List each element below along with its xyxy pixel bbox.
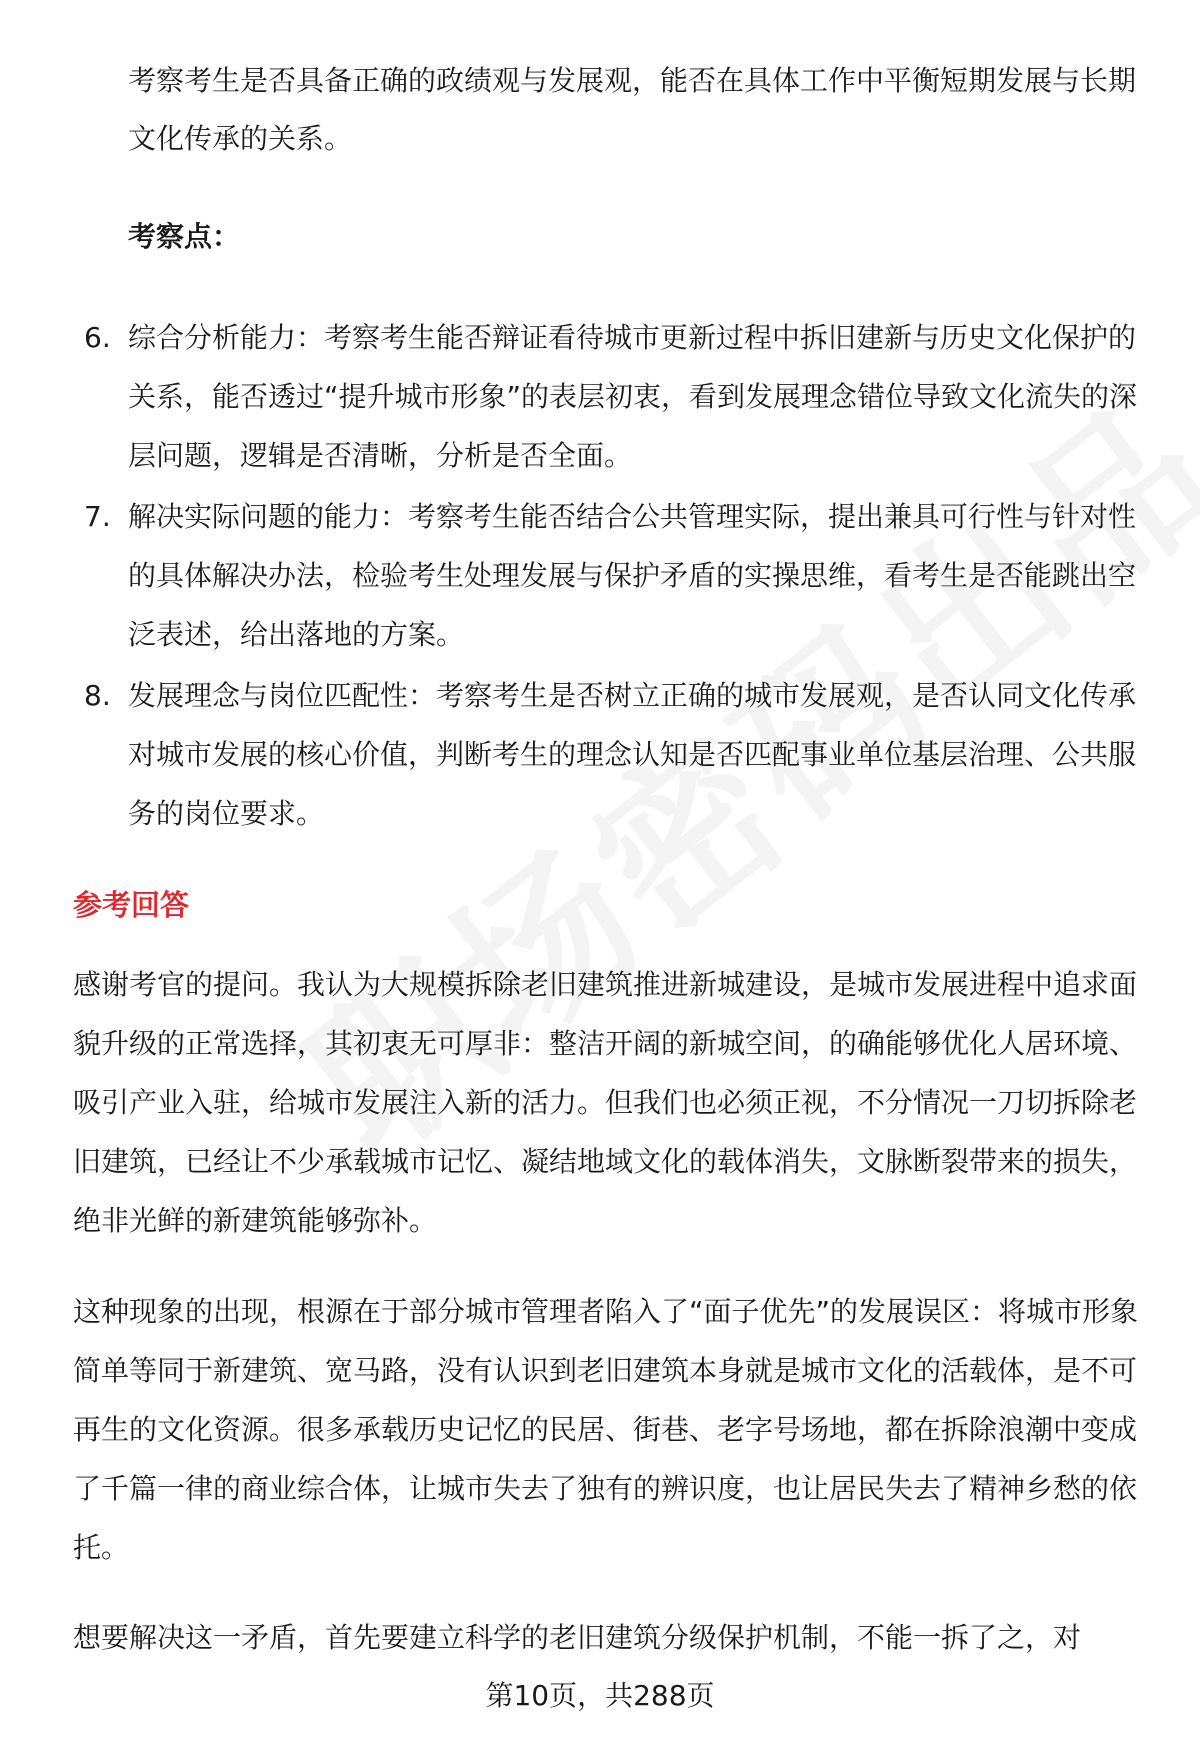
assessment-points-list	[84, 308, 1150, 845]
list-item-number: 8.	[84, 679, 111, 712]
list-item-text: 解决实际问题的能力：考察考生能否结合公共管理实际，提出兼具可行性与针对性的具体解决办法，检验考生处理发展与保护矛盾的实操思维，看考生是否能跳出空泛表述，给出落地的方案。	[128, 500, 1137, 651]
list-item-text: 发展理念与岗位匹配性：考察考生是否树立正确的城市发展观，是否认同文化传承对城市发展的核心价值，判断考生的理念认知是否匹配事业单位基层治理、公共服务的岗位要求。	[128, 679, 1137, 830]
page-number-footer: 第10页，共288页	[485, 1679, 715, 1712]
list-item-text: 综合分析能力：考察考生能否辩证看待城市更新过程中拆旧建新与历史文化保护的关系，能否透过“提升城市形象”的表层初衷，看到发展理念错位导致文化流失的深层问题，逻辑是否清晰，分析是否全面。	[128, 321, 1138, 472]
answer-paragraph: 感谢考官的提问。我认为大规模拆除老旧建筑推进新城建设，是城市发展进程中追求面貌升级的正常选择，其初衷无可厚非：整洁开阔的新城空间，的确能够优化人居环境、吸引产业入驻，给城市发展注入新的活力。但我们也必须正视，不分情况一刀切拆除老旧建筑，已经让不少承载城市记忆、凝结地域文化的载体消失，文脉断裂带来的损失，绝非光鲜的新建筑能够弥补。	[73, 968, 1138, 1237]
answer-paragraph: 这种现象的出现，根源在于部分城市管理者陷入了“面子优先”的发展误区：将城市形象简单等同于新建筑、宽马路，没有认识到老旧建筑本身就是城市文化的活载体，是不可再生的文化资源。很多承载历史记忆的民居、街巷、老字号场地，都在拆除浪潮中变成了千篇一律的商业综合体，让城市失去了独有的辨识度，也让居民失去了精神乡愁的依托。	[73, 1295, 1139, 1564]
list-item	[84, 487, 1150, 664]
section-label: 考察点：	[128, 220, 241, 253]
list-item	[84, 666, 1150, 843]
intro-paragraph: 考察考生是否具备正确的政绩观与发展观，能否在具体工作中平衡短期发展与长期文化传承的关系。	[128, 64, 1137, 155]
answer-heading: 参考回答	[73, 888, 190, 922]
list-item	[84, 308, 1150, 485]
list-item-number: 6.	[84, 321, 111, 354]
list-item-number: 7.	[84, 500, 111, 533]
answer-paragraph: 想要解决这一矛盾，首先要建立科学的老旧建筑分级保护机制，不能一拆了之，对	[73, 1621, 1082, 1654]
